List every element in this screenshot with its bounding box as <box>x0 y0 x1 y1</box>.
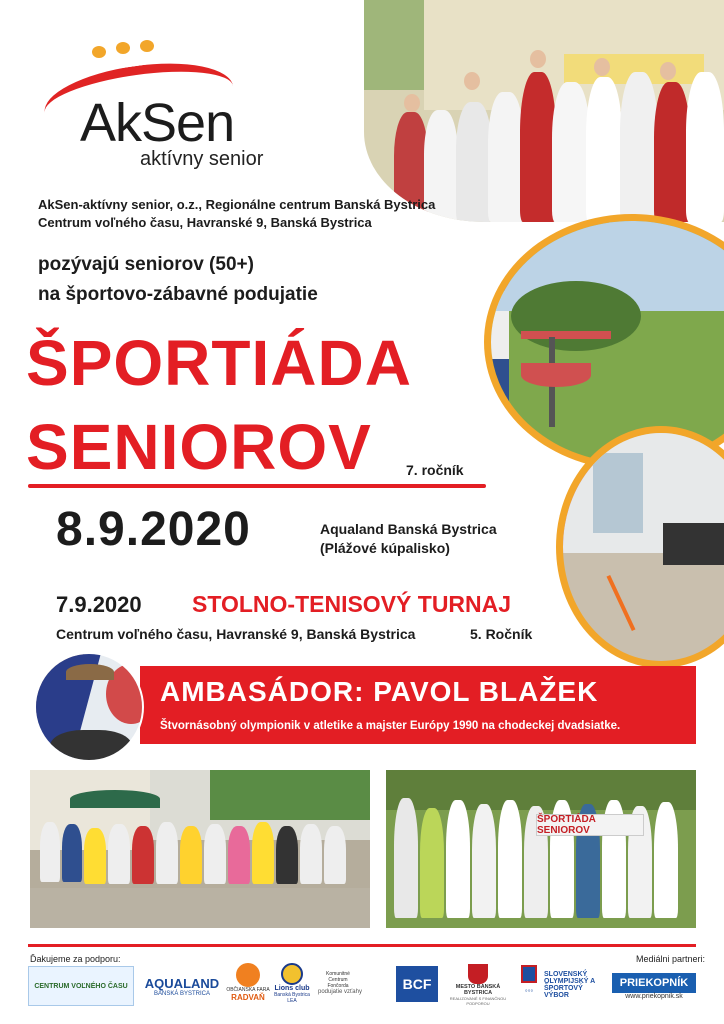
lions-emblem-icon <box>281 963 303 985</box>
event-venue-line-2: (Plážové kúpalisko) <box>320 540 450 556</box>
radvan-emblem-icon <box>236 963 260 987</box>
sponsor-logo-lions <box>272 956 312 1010</box>
sponsor-logo-radvan <box>226 956 270 1008</box>
logo-brand: AkSen <box>80 93 235 153</box>
event-date: 8.9.2020 <box>56 503 251 556</box>
sponsor-sub: REALIZOVANÉ S FINANČNOU PODPOROU <box>449 996 507 1006</box>
sponsor-logo-mesto-bb <box>446 958 510 1012</box>
event-edition: 7. ročník <box>406 462 464 478</box>
media-logo-priekopnik <box>612 966 696 1006</box>
group-photo-top <box>364 0 724 222</box>
sponsor-name: SLOVENSKÝ OLYMPIJSKÝ A ŠPORTOVÝ VÝBOR <box>544 971 595 999</box>
slovak-emblem-icon <box>521 965 537 983</box>
ambassador-title: AMBASÁDOR: PAVOL BLAŽEK <box>160 676 599 707</box>
city-coat-of-arms-icon <box>468 964 488 984</box>
photo-circle-floorball <box>556 426 724 668</box>
sponsor-sub: BANSKÁ BYSTRICA <box>153 990 210 997</box>
ambassador-portrait <box>34 652 144 762</box>
sponsor-sub: podujatie vzťahy <box>318 989 362 995</box>
sponsor-sub: Banská Bystrica LEA <box>274 991 310 1004</box>
logo-dot <box>140 40 154 52</box>
invite-line-2: na športovo-zábavné podujatie <box>38 284 318 305</box>
sponsor-name: BCF <box>402 976 432 992</box>
organizer-line-2: Centrum voľného času, Havranské 9, Banská Bystrica <box>38 215 372 230</box>
olympic-rings-icon: ◦◦◦ <box>524 986 534 995</box>
sponsor-sub: OBČIANSKA FARA <box>226 986 270 993</box>
sponsor-name: Lions club <box>274 984 310 992</box>
sponsor-name: AQUALAND <box>144 975 220 991</box>
sponsor-logo-bcf <box>396 966 438 1002</box>
ambassador-description: Štvornásobný olympionik v atletike a majster Európy 1990 na chodeckej dvadsiatke. <box>160 720 621 732</box>
sponsor-logo-kcf <box>318 956 386 1010</box>
invitation-text <box>38 250 318 310</box>
tournament-date: 7.9.2020 <box>56 592 142 617</box>
sponsor-logo-aqualand <box>142 966 222 1006</box>
title-underline <box>28 484 486 488</box>
tournament-edition: 5. Ročník <box>470 626 533 642</box>
organizers <box>38 196 435 232</box>
sponsor-name: MESTO BANSKÁ BYSTRICA <box>455 984 501 996</box>
logo-dot <box>92 46 106 58</box>
group-photo-bottom-left <box>30 770 370 928</box>
footer-divider <box>28 944 696 947</box>
event-venue-line-1: Aqualand Banská Bystrica <box>320 521 497 537</box>
media-url: www.priekopnik.sk <box>625 992 683 1000</box>
sponsor-logo-sosv <box>516 958 608 1012</box>
logo-tagline: aktívny senior <box>140 148 264 170</box>
invite-line-1: pozývajú seniorov (50+) <box>38 254 254 275</box>
sponsors-label: Ďakujeme za podporu: <box>30 954 121 964</box>
sponsor-name: RADVAŇ <box>231 992 265 1002</box>
media-name: PRIEKOPNÍK <box>612 973 696 993</box>
sponsor-name: Komunitné Centrum Fončorda <box>326 971 350 989</box>
sponsor-name: CENTRUM VOĽNÉHO ČASU <box>34 982 128 990</box>
photo-banner: ŠPORTIÁDA SENIOROV <box>536 814 644 836</box>
event-venue <box>320 520 497 558</box>
event-title-line-1: ŠPORTIÁDA <box>26 327 412 399</box>
aksen-logo <box>38 40 298 170</box>
media-partners-label: Mediálni partneri: <box>636 954 706 964</box>
logo-dot <box>116 42 130 54</box>
group-photo-bottom-right <box>386 770 696 928</box>
ambassador-banner <box>140 666 696 744</box>
sponsor-logo-cvc <box>28 966 134 1006</box>
organizer-line-1: AkSen-aktívny senior, o.z., Regionálne centrum Banská Bystrica <box>38 197 436 212</box>
tournament-venue: Centrum voľného času, Havranské 9, Banská Bystrica <box>56 626 416 642</box>
tournament-name: STOLNO-TENISOVÝ TURNAJ <box>192 591 512 617</box>
event-title-line-2: SENIOROV <box>26 411 372 483</box>
